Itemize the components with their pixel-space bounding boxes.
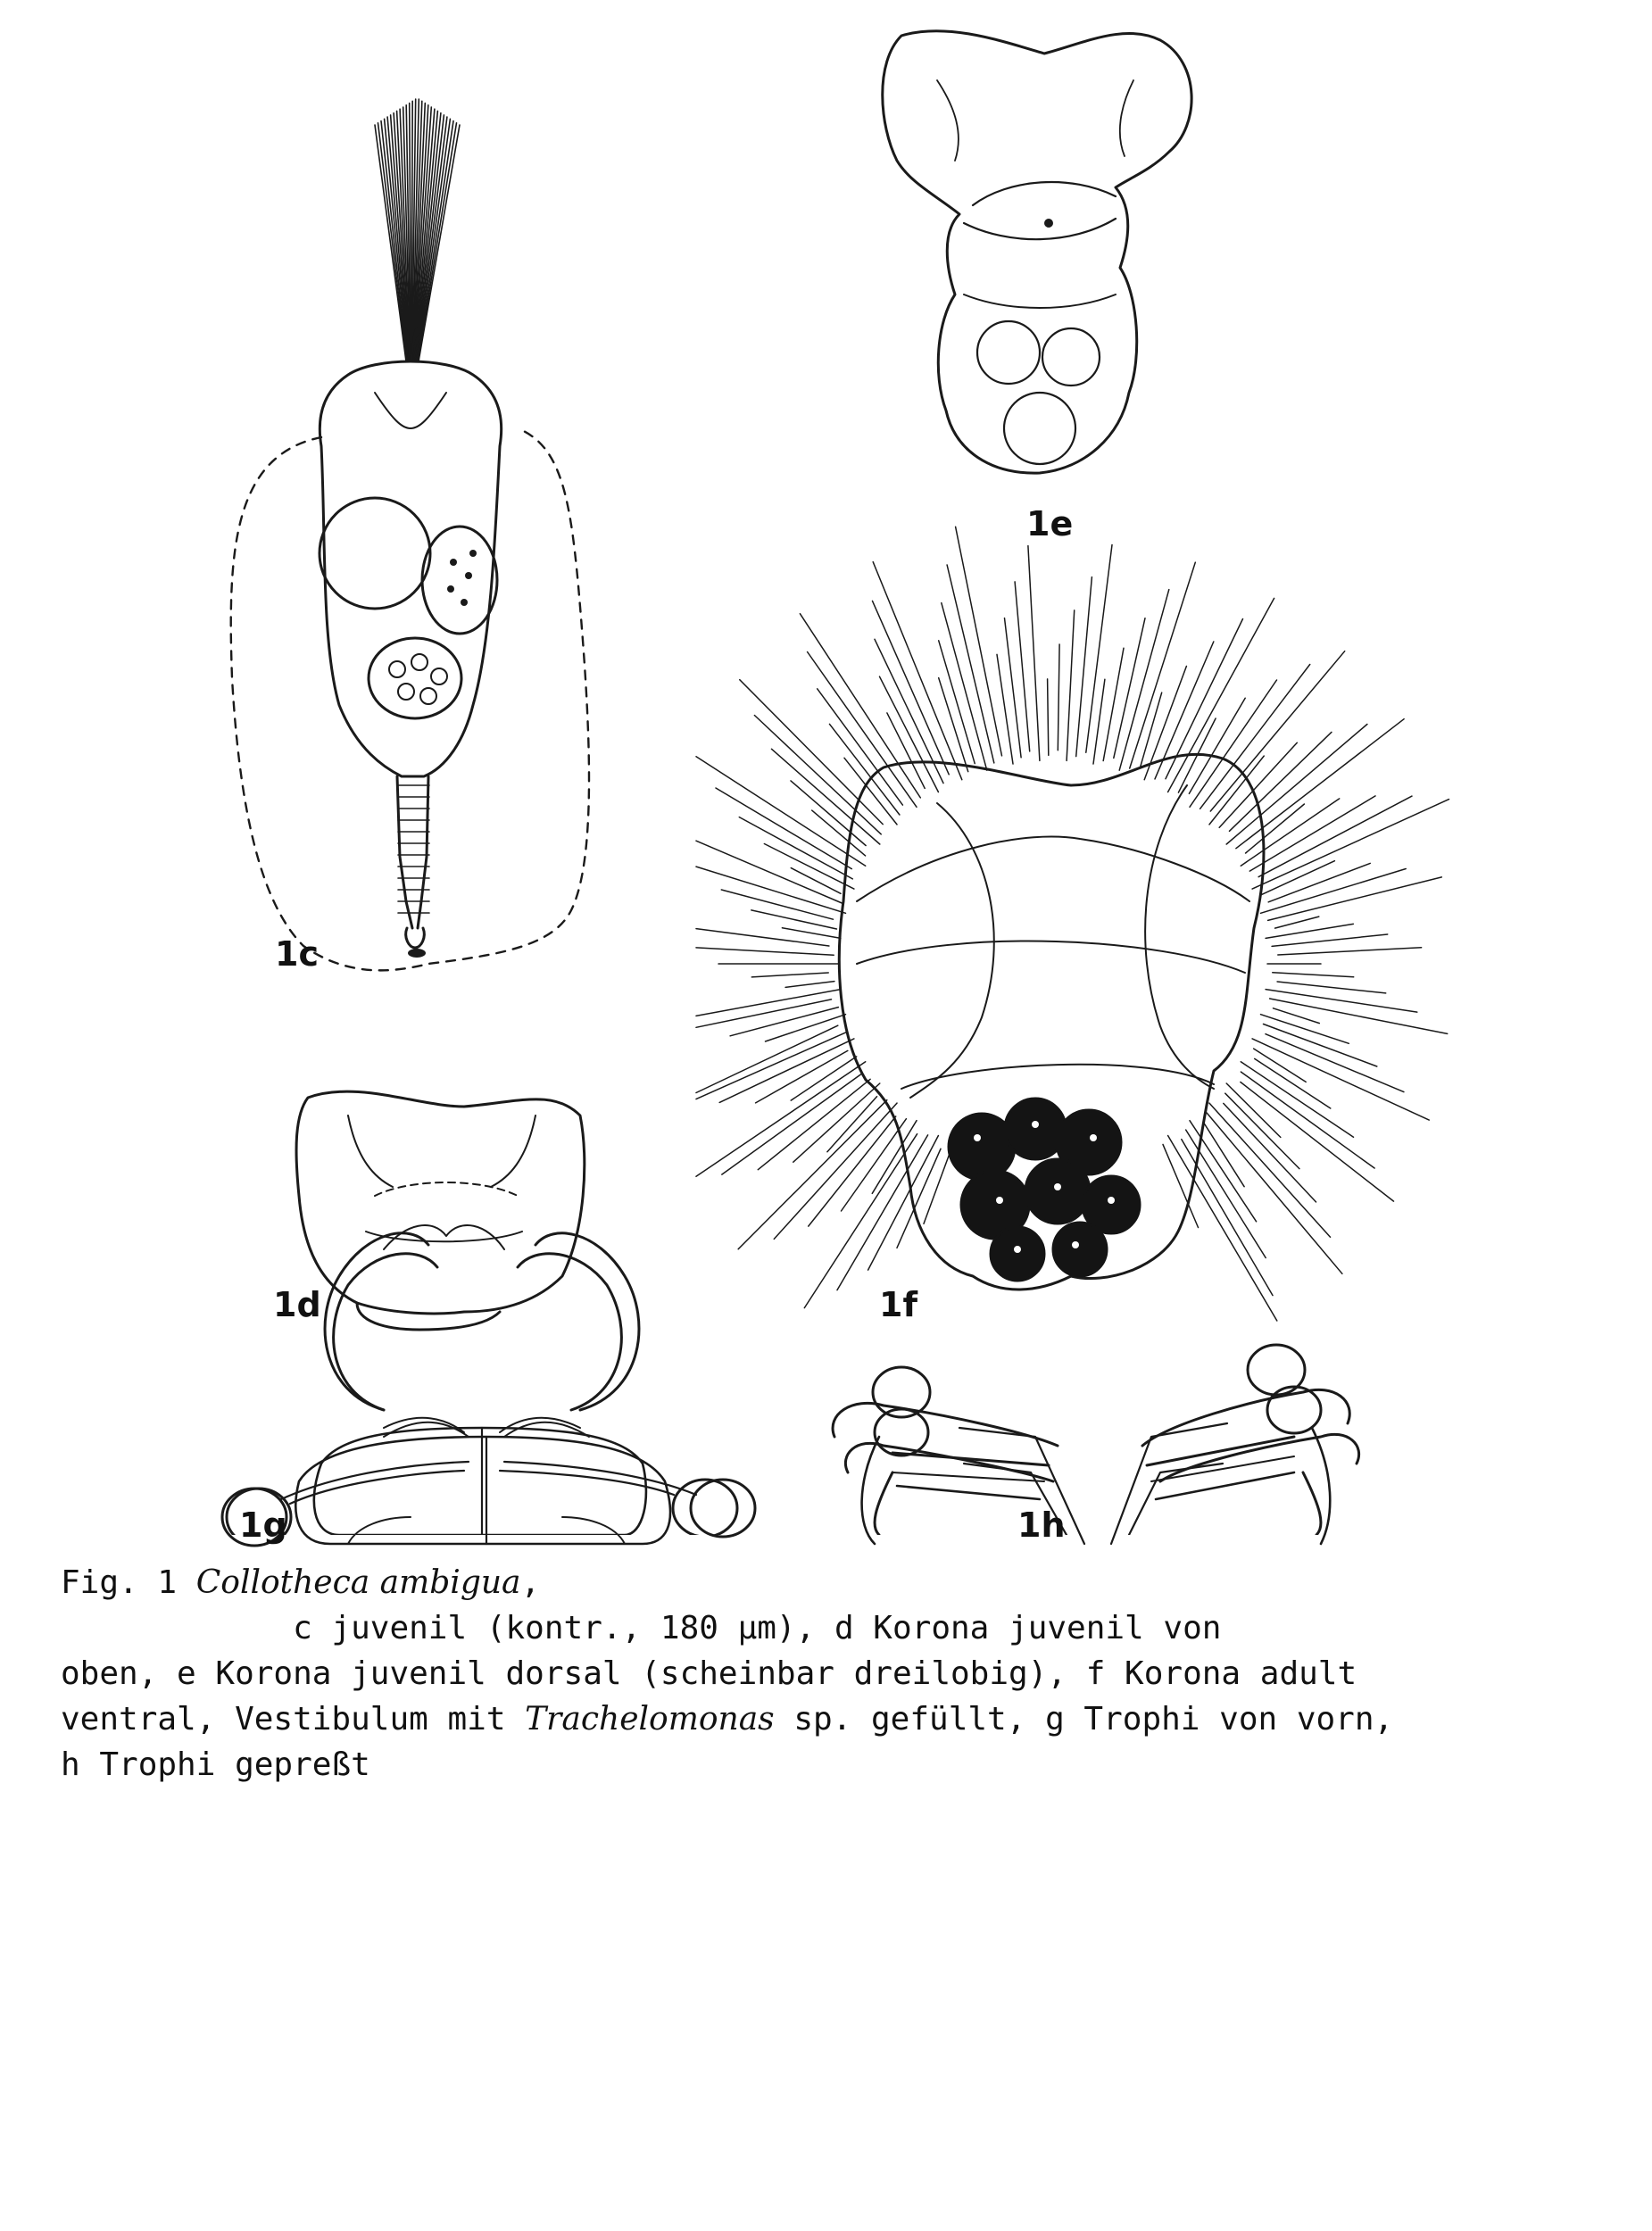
- caption-after-species: ,: [520, 1564, 541, 1601]
- caption-line5: h Trophi gepreßt: [61, 1746, 370, 1783]
- caption-line4a: ventral, Vestibulum mit: [61, 1701, 526, 1738]
- panel-label-1e: 1e: [1026, 504, 1074, 543]
- caption-prefix: Fig. 1: [61, 1564, 196, 1601]
- caption-line2: c juvenil (kontr., 180 µm), d Korona juvenil von: [61, 1610, 1222, 1646]
- panel-label-1g: 1g: [239, 1505, 287, 1545]
- panel-label-1d: 1d: [273, 1285, 321, 1324]
- panel-label-1f: 1f: [879, 1285, 917, 1324]
- caption-line4b: sp. gefüllt, g Trophi von vorn,: [774, 1701, 1394, 1738]
- figure-caption: [61, 1560, 1623, 1787]
- panel-label-1c: 1c: [275, 934, 319, 974]
- caption-line3: oben, e Korona juvenil dorsal (scheinbar dreilobig), f Korona adult: [61, 1655, 1357, 1692]
- caption-genus: Trachelomonas: [525, 1701, 775, 1738]
- panel-label-1h: 1h: [1017, 1505, 1066, 1545]
- caption-species: Collotheca ambigua: [195, 1564, 521, 1601]
